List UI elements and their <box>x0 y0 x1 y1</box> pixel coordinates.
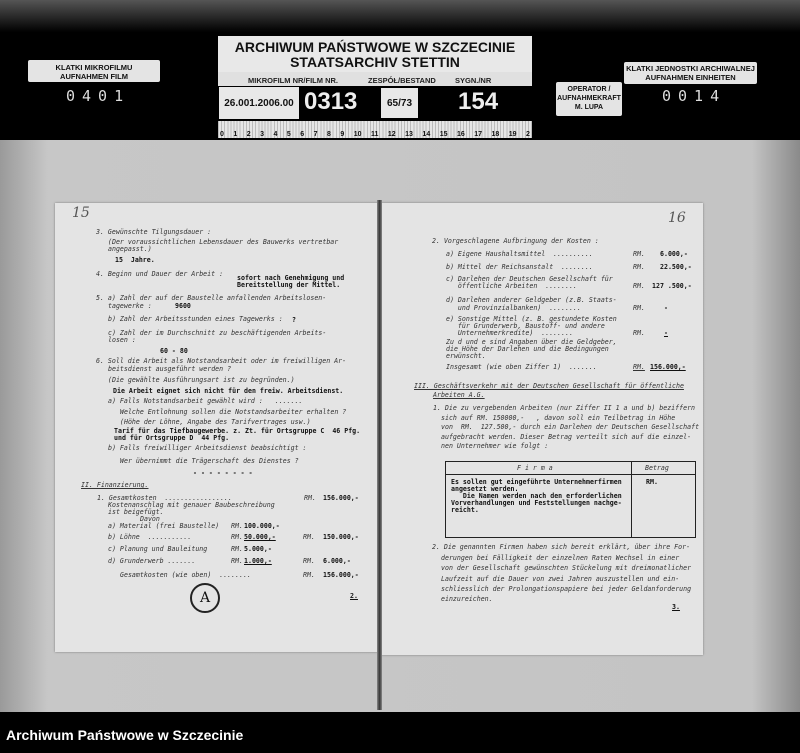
text-line: 6. Soll die Arbeit als Notstandsarbeit oder im freiwilligen Ar- <box>96 357 347 365</box>
amount: 6.000,- <box>660 250 688 258</box>
bestand-box: 65/73 <box>381 88 418 118</box>
stamp-monogram: A <box>199 590 211 606</box>
unit-frames-label <box>624 62 757 84</box>
text-line: Tarif für das Tiefbaugewerbe. z. Zt. für Ortsgruppe C 46 Pfg. <box>114 427 361 435</box>
text-line: beitsdienst ausgeführt werden ? <box>108 365 232 373</box>
text-line: nen Unternehmer wie folgt : <box>441 442 549 450</box>
handwritten-page-number: 15 <box>72 205 90 221</box>
table-cell-firma: angesetzt werden. <box>451 485 519 493</box>
ruler-tick: 17 <box>474 131 483 138</box>
table-cell-firma: reicht. <box>451 506 479 514</box>
section-heading: III. Geschäftsverkehr mit der Deutschen Gesellschaft für öffentliche <box>414 382 684 390</box>
unit-frame-counter: 0014 <box>662 87 727 105</box>
text-line: und für Ortsgruppe D 44 Pfg. <box>114 434 230 442</box>
text-line: 15 Jahre. <box>115 256 155 264</box>
text-line: von RM. 127.500,- durch ein Darlehen der Deutschen Gesellschaft <box>441 423 700 431</box>
text-line: RM. <box>231 522 243 530</box>
text-line: für Grunderwerb, Baustoff- und andere <box>446 322 605 330</box>
text-line: RM. <box>633 304 645 312</box>
text-line: 60 - 80 <box>160 347 188 355</box>
table-cell-firma: Es sollen gut eingeführte Unternehmerfirmen <box>451 478 622 486</box>
ruler-tick: 5 <box>286 131 291 138</box>
ruler-tick: 1 <box>233 131 238 138</box>
amount: 6.000,- <box>323 557 351 565</box>
operator-label-line: AUFNAHMEKRAFT <box>557 95 621 102</box>
text-line: b) Falls freiwilliger Arbeitsdienst beabsichtigt : <box>108 444 307 452</box>
archive-footer: Archiwum Państwowe w Szczecinie <box>6 727 244 743</box>
ruler <box>218 121 532 138</box>
amount: 156.000,- <box>323 494 359 502</box>
ruler-tick: 2 <box>246 131 251 138</box>
page-footer-number: 3. <box>672 603 680 611</box>
ruler-tick: 16 <box>456 131 465 138</box>
ruler-tick: 9 <box>340 131 345 138</box>
text-line: RM. <box>231 533 243 541</box>
ruler-tick: 19 <box>508 131 517 138</box>
text-line: tagewerke : <box>108 302 152 310</box>
table-header-betrag: Betrag <box>645 464 669 472</box>
text-line: RM. <box>304 494 316 502</box>
text-line: sich auf RM. 150000,- , davon soll ein Teilbetrag in Höhe <box>441 414 676 422</box>
text-line: RM. <box>231 545 243 553</box>
section-heading: Arbeiten A.G. <box>433 391 485 399</box>
text-line: 1. Die zu vergebenden Arbeiten (nur Ziffer II 1 a und b) beziffern <box>433 404 696 412</box>
text-line: 4. Beginn und Dauer der Arbeit : <box>96 270 224 278</box>
text-line: sofort nach Genehmigung und <box>237 274 345 282</box>
text-line: Laufzeit auf die Dauer von zwei Jahren auszustellen und ein- <box>441 575 680 583</box>
text-line: 9600 <box>175 302 191 310</box>
table-cell-betrag: RM. <box>646 478 658 486</box>
text-line: a) Material (frei Baustelle) <box>108 522 220 530</box>
date-box: 26.001.2006.00 <box>219 87 299 119</box>
text-line: RM. <box>633 250 645 258</box>
text-line: Welche Entlohnung sollen die Notstandsarbeiter erhalten ? <box>120 408 347 416</box>
text-line: Die Arbeit eignet sich nicht für den freiw. Arbeitsdienst. <box>113 387 344 395</box>
top-bar <box>0 0 800 32</box>
film-frames-label-line: AUFNAHMEN FILM <box>60 72 128 81</box>
signature-number: 154 <box>458 88 499 115</box>
archive-title-german: STAATSARCHIV STETTIN <box>290 54 460 70</box>
text-line: (Die gewählte Ausführungsart ist zu begründen.) <box>108 376 295 384</box>
page-footer-number: 2. <box>350 592 358 600</box>
archive-title-polish: ARCHIWUM PAŃSTWOWE W SZCZECINIE <box>234 39 516 55</box>
ruler-tick: 10 <box>353 131 362 138</box>
unit-frames-label-line: KLATKI JEDNOSTKI ARCHIWALNEJ <box>626 64 755 73</box>
amount: - <box>664 329 668 337</box>
text-line: öffentliche Arbeiten ........ <box>446 282 578 290</box>
ruler-tick: 0 <box>220 131 224 138</box>
ruler-tick: 7 <box>313 131 318 138</box>
text-line: b) Zahl der Arbeitsstunden eines Tagewerks : <box>108 315 283 323</box>
ruler-tick: 14 <box>422 131 431 138</box>
table-cell-firma: Vorverhandlungen und Feststellungen nachge- <box>451 499 622 507</box>
ruler-tick: 4 <box>273 131 278 138</box>
text-line: 1. Gesamtkosten ................. <box>97 494 232 502</box>
text-line: derungen bei Fälligkeit der einzelnen Raten Wechsel in einer <box>441 554 680 562</box>
text-line: (Höhe der Löhne, Angabe des Tarifvertrages usw.) <box>120 418 311 426</box>
archive-stamp <box>190 583 220 613</box>
film-frame-counter: 0401 <box>66 87 131 105</box>
finance-heading: II. Finanzierung. <box>81 481 149 489</box>
text-line: b) Mittel der Reichsanstalt ........ <box>446 263 593 271</box>
text-line: Kostenanschlag mit genauer Baubeschreibung <box>108 501 275 509</box>
text-line: die Höhe der Darlehen und die Bedingungen <box>446 345 609 353</box>
text-line: erwünscht. <box>446 352 486 360</box>
ruler-tick: 12 <box>387 131 396 138</box>
text-line: ? <box>292 316 296 324</box>
table-cell-firma: Die Namen werden nach den erforderlichen <box>451 492 622 500</box>
amount: 22.500,- <box>660 263 692 271</box>
book-spine <box>377 200 382 710</box>
amount: 156.000,- <box>650 363 686 371</box>
text-line: Unternehmerkredite) ........ <box>446 329 574 337</box>
text-line: 3. Gewünschte Tilgungsdauer : <box>96 228 212 236</box>
text-line: c) Darlehen der Deutschen Gesellschaft für <box>446 275 613 283</box>
text-line: a) Eigene Haushaltsmittel .......... <box>446 250 593 258</box>
text-line: Wer übernimmt die Trägerschaft des Dienstes ? <box>120 457 299 465</box>
ruler-tick: 8 <box>327 131 331 138</box>
ruler-tick: 2 <box>526 131 530 138</box>
text-line: schliesslich der Prolongationspapiere bei jeder Geldanforderung <box>441 585 692 593</box>
text-line: d) Darlehen anderer Geldgeber (z.B. Staats- <box>446 296 617 304</box>
amount: - <box>664 304 668 312</box>
ruler-tick: 11 <box>371 131 379 138</box>
ruler-tick: 6 <box>300 131 305 138</box>
text-line: b) Löhne ........... <box>108 533 192 541</box>
text-line: c) Zahl der im Durchschnitt zu beschäftigenden Arbeits- <box>108 329 327 337</box>
text-line: 5. a) Zahl der auf der Baustelle anfallenden Arbeitslosen- <box>96 294 327 302</box>
text-line: Davon <box>140 515 160 523</box>
amount: 150.000,- <box>323 533 359 541</box>
text-line: (Der voraussichtlichen Lebensdauer des Bauwerks vertretbar <box>108 238 339 246</box>
sygn-label: SYGN./NR <box>455 76 492 85</box>
text-line: 2. Vorgeschlagene Aufbringung der Kosten : <box>432 237 599 245</box>
ruler-tick: 15 <box>439 131 448 138</box>
film-frames-label-line: KLATKI MIKROFILMU <box>55 63 133 72</box>
amount: 127 .500,- <box>652 282 692 290</box>
amount: 156.000,- <box>323 571 359 579</box>
film-nr-label: MIKROFILM NR/FILM NR. <box>248 76 338 85</box>
text-line: angepasst.) <box>108 245 152 253</box>
text-line: Insgesamt (wie oben Ziffer 1) ....... <box>446 363 597 371</box>
text-line: c) Planung und Bauleitung <box>108 545 208 553</box>
firms-table <box>445 461 696 538</box>
text-line: losen : <box>108 336 136 344</box>
text-line: RM. <box>633 363 645 371</box>
film-frames-label <box>28 60 160 82</box>
bestand-label: ZESPÓŁ/BESTAND <box>368 76 436 85</box>
text-line: RM. <box>633 282 645 290</box>
unit-frames-label-line: AUFNAHMEN EINHEITEN <box>645 73 736 82</box>
text-line: RM. <box>633 329 645 337</box>
text-line: von der Gesellschaft gewünschten Stückelung mit dreimonatlicher <box>441 564 692 572</box>
text-line: 2. Die genannten Firmen haben sich bereit erklärt, über ihre For- <box>432 543 691 551</box>
text-line: und Provinzialbanken) ........ <box>446 304 581 312</box>
text-line: - - - - - - - - <box>193 469 253 477</box>
amount: 100.000,- <box>244 522 280 530</box>
film-number: 0313 <box>304 88 358 115</box>
text-line: RM. <box>231 557 243 565</box>
text-line: d) Grunderwerb ....... <box>108 557 196 565</box>
operator-label-line: OPERATOR / <box>567 86 611 93</box>
text-line: RM. <box>303 533 315 541</box>
text-line: a) Falls Notstandsarbeit gewählt wird : ....... <box>108 397 303 405</box>
text-line: einzureichen. <box>441 595 493 603</box>
ruler-tick: 3 <box>260 131 265 138</box>
table-column-divider <box>631 462 632 537</box>
table-header-firma: F i r m a <box>517 464 553 472</box>
operator-label <box>556 82 622 116</box>
ruler-tick: 13 <box>405 131 413 138</box>
text-line: RM. <box>633 263 645 271</box>
text-line: ist beigefügt. <box>108 508 164 516</box>
text-line: Bereitstellung der Mittel. <box>237 281 341 289</box>
text-line: Zu d und e sind Angaben über die Geldgeber, <box>446 338 617 346</box>
amount: 1.000,- <box>244 557 272 565</box>
amount: 50.000,- <box>244 533 276 541</box>
text-line: aufgebracht werden. Dieser Betrag verteilt sich auf die einzel- <box>441 433 692 441</box>
table-header-divider <box>446 474 695 475</box>
text-line: e) Sonstige Mittel (z. B. gestundete Kosten <box>446 315 617 323</box>
operator-name: M. LUPA <box>574 104 604 111</box>
amount: 5.000,- <box>244 545 272 553</box>
text-line: RM. <box>303 557 315 565</box>
handwritten-page-number: 16 <box>668 210 686 226</box>
text-line: RM. <box>303 571 315 579</box>
text-line: Gesamtkosten (wie oben) ........ <box>120 571 252 579</box>
ruler-tick: 18 <box>491 131 500 138</box>
